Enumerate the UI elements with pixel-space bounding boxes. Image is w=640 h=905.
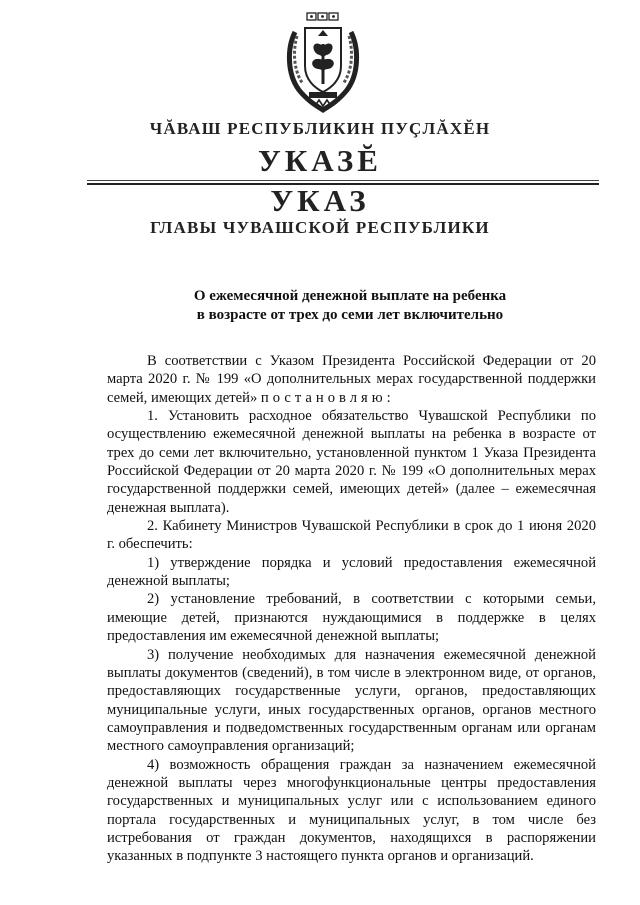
document-body [107, 352, 596, 866]
preamble-text: В соответствии с Указом Президента Российской Федерации от 20 марта 2020 г. № 199 «О дополнительных мерах государственной поддержки семей, имеющих детей» [107, 353, 596, 406]
preamble-resolve: постановляю: [260, 389, 395, 406]
paragraph-subitem-1: 1) утверждение порядка и условий предоставления ежемесячной денежной выплаты; [107, 554, 596, 590]
document-title [120, 287, 580, 325]
header-russian-ukaz: УКАЗ [270, 183, 370, 218]
paragraph-item-1: 1. Установить расходное обязательство Чувашской Республики по осуществлению ежемесячной денежной выплаты на ребенка в возрасте от трех до семи лет включительно, установленной пунктом 1 Указа Президента Российской Федерации от 20 марта 2020 г. № 199 «О дополнительных мерах государственной поддержки семей, имеющих детей» (далее – ежемесячная денежная выплата). [107, 408, 596, 516]
paragraph-preamble [107, 352, 596, 407]
paragraph-item-2: 2. Кабинету Министров Чувашской Республики в срок до 1 июня 2020 г. обеспечить: [107, 518, 596, 553]
title-line-1: О ежемесячной денежной выплате на ребенка [193, 288, 507, 304]
header-divider-thin [87, 180, 599, 181]
coat-of-arms-icon [285, 10, 361, 116]
paragraph-subitem-3: 3) получение необходимых для назначения ежемесячной денежной выплаты документов (сведений), в том числе в электронном виде, от органов, предоставляющих государственные услуги, органов, предоставляющих муниципальные услуги, иных государственных органов, органов местного самоуправления и подведомственных государственным органам или органам местного самоуправления организаций; [107, 646, 596, 755]
header-chuvash-line: ЧĂВАШ РЕСПУБЛИКИН ПУÇЛĂХĔН [149, 119, 491, 138]
header-russian-line: ГЛАВЫ ЧУВАШСКОЙ РЕСПУБЛИКИ [150, 218, 490, 237]
title-line-2: в возрасте от трех до семи лет включительно [196, 307, 504, 323]
paragraph-subitem-4: 4) возможность обращения граждан за назначением ежемесячной денежной выплаты через многофункциональные центры предоставления государственных и муниципальных услуг или с использованием единого портала государственных и муниципальных услуг, в том числе без истребования от граждан документов, находящихся в распоряжении указанных в подпункте 3 настоящего пункта органов и организаций. [107, 756, 596, 865]
header-chuvash-ukaze: УКАЗĔ [258, 143, 382, 178]
paragraph-subitem-2: 2) установление требований, в соответствии с которыми семьи, имеющие детей, признаются нуждающимися в поддержке в целях предоставления им ежемесячной денежной выплаты; [107, 591, 596, 645]
